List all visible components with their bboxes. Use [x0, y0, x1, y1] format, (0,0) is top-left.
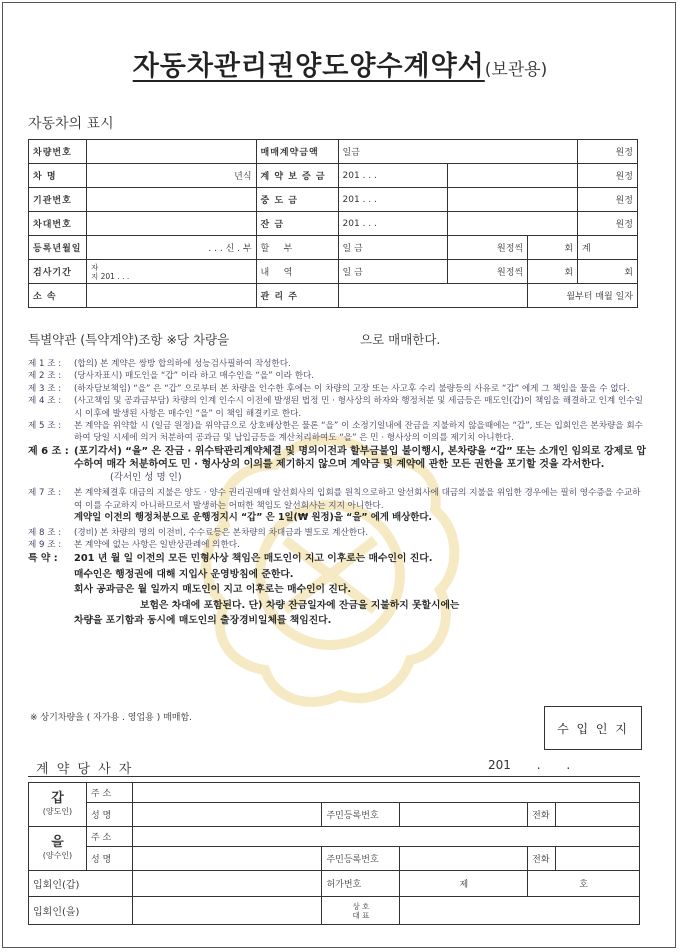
reg-date-label: 등록년월일 [29, 236, 87, 260]
buyer-name-label: 성 명 [86, 847, 132, 871]
inst2-ab: 내 역 [256, 260, 338, 284]
middle-unit: 원정 [578, 188, 638, 212]
reg-date-value: . . . 신 . 부 [86, 236, 256, 260]
buyer-addr-label: 주 소 [86, 827, 132, 847]
inst2-count: 회 [528, 260, 578, 284]
title-sub: (보관용) [484, 60, 548, 80]
buyer-tel-field[interactable] [556, 847, 640, 871]
plate-label: 차량번호 [29, 140, 87, 164]
term-2: 제 2 조 : (당사자표시) 매도인을 “갑” 이라 하고 매수인을 “을” 이라 한다. [28, 371, 315, 382]
term-7: 제 7 조 : 본 계약체결후 대금의 지불은 양도 · 양수 권리권매매 알선회사의 입회를 원칙으로하고 알선회사에 대금의 지불을 위임한 경우에는 필히 영수증을 수교하여 이를 수교하지 아니하므로서 발생하는 어떠한 책임도 알선회사는 지지 아니한다. [28, 488, 641, 511]
engine-label: 기관번호 [29, 188, 87, 212]
revenue-stamp-box: 수 입 인 지 [544, 706, 642, 750]
balance-label: 잔 금 [256, 212, 338, 236]
parties-title: 계 약 당 사 자 [36, 762, 134, 777]
permit-ho: 호 [528, 871, 640, 897]
seller-rrn-label: 주민등록번호 [322, 803, 400, 827]
inspection-value: 자 지 201 . . . [86, 260, 256, 284]
document-title [0, 44, 680, 83]
usage-note: ※ 상기차량을 ( 자가용 . 영업용 ) 매매함. [30, 713, 193, 723]
witness-seller-label: 입회인(갑) [29, 871, 133, 897]
inst2-total: 회 [578, 260, 638, 284]
inst1-count: 회 [528, 236, 578, 260]
middle-date[interactable]: 201 . . . [338, 188, 448, 212]
inst2-unit: 원정씩 [448, 260, 528, 284]
price-unit: 원정 [578, 140, 638, 164]
term-7-bold: 계약일 이전의 행정처분으로 운행정지시 “갑” 은 1일(₩ 원정)을 “을” 에게 배상한다. [74, 512, 432, 524]
inspection-label: 검사기간 [29, 260, 87, 284]
term-3: 제 3 조 : (하자담보책임) “을” 은 “갑” 으로부터 본 차량을 인수한 후에는 이 차량의 고장 또는 사고후 수리 불량등의 사유로 “갑” 에게 그 책임을 물을 수 없다. [28, 383, 630, 394]
chassis-value[interactable] [86, 212, 256, 236]
balance-unit: 원정 [578, 212, 638, 236]
special-heading-right: 으로 매매한다. [360, 332, 441, 347]
price-mid: 일금 [338, 140, 578, 164]
term-8: 제 8 조 : (경비) 본 차량의 명의 이전비, 수수료등은 본차량의 차대금과 별도로 계산한다. [28, 527, 369, 538]
seller-tel-label: 전화 [528, 803, 556, 827]
term-9: 제 9 조 : 본 계약에 없는 사항은 일반상관례에 의한다. [28, 540, 240, 551]
mgmt-label: 관 리 주 [256, 284, 338, 308]
middle-label: 중 도 금 [256, 188, 338, 212]
divider [28, 776, 640, 777]
trade-field[interactable] [400, 897, 640, 925]
inst2-mid: 일 금 [338, 260, 448, 284]
buyer-tel-label: 전화 [528, 847, 556, 871]
term-1: 제 1 조 : (합의) 본 계약은 쌍방 합의하에 성능검사필하여 작성한다. [28, 359, 291, 369]
inst1-ab: 할 부 [256, 236, 338, 260]
permit-je: 제 [400, 871, 528, 897]
buyer-name-field[interactable] [132, 847, 322, 871]
term-6-sign: (각서인 성 명 인) [110, 472, 182, 484]
special-heading-left: 특별약관 (특약계약)조항 ※당 차량을 [28, 332, 230, 347]
witness-buyer-field[interactable] [132, 897, 322, 925]
witness-buyer-label: 입회인(을) [29, 897, 133, 925]
plate-value[interactable] [86, 140, 256, 164]
deposit-date[interactable]: 201 . . . [338, 164, 448, 188]
price-label: 매매계약금액 [256, 140, 338, 164]
affiliation-value[interactable] [86, 284, 256, 308]
vehicle-section-title: 자동차의 표시 [28, 116, 114, 132]
parties-table [28, 782, 640, 925]
deposit-unit: 원정 [578, 164, 638, 188]
seller-name-label: 성 명 [86, 803, 132, 827]
deposit-label: 계 약 보 증 금 [256, 164, 338, 188]
car-name-label: 차 명 [29, 164, 87, 188]
seller-addr-field[interactable] [132, 783, 639, 803]
term-4: 제 4 조 : (사고책임 및 공과금부담) 차량의 인계 인수시 이전에 발생된 법정 민 · 형사상의 하자와 행정처분 및 세금등은 매도인(갑)이 책임을 해결하고 인계 인수일시 이후에 발생된 사항은 매수인 “을” 이 책임 해결키로 한다. [28, 396, 643, 419]
seller-cell: 갑 (양도인) [29, 783, 87, 827]
seller-name-field[interactable] [132, 803, 322, 827]
term-6: 제 6 조 : (포기각서) “을” 은 잔금 · 위수탁관리계약체결 및 명의이전과 할부금불입 불이행시, 본차량을 “갑” 또는 소개인 임의로 강제로 압수하여 매각 처분하여도 민 · 형사상의 이의를 제기하지 않으며 계약금 및 계약에 관한 모든 권한을 포기할 것을 각서한다. [28, 445, 647, 471]
seller-rrn-field[interactable] [400, 803, 528, 827]
buyer-rrn-label: 주민등록번호 [322, 847, 400, 871]
mgmt-value: 월부터 매월 일자 [528, 284, 638, 308]
trade-label: 상 호 대 표 [322, 897, 400, 925]
witness-seller-field[interactable] [132, 871, 322, 897]
inst1-unit: 원정씩 [448, 236, 528, 260]
terms-list [28, 358, 648, 629]
contract-date: 201 . . [488, 758, 571, 772]
permit-label: 허가번호 [322, 871, 400, 897]
term-5: 제 5 조 : 본 계약을 위약할 시 (일금 원정)을 위약금으로 상호배상한은 물론 “을” 이 소정기일내에 잔금을 지불하지 않을때에는 “갑”, 또는 입회인은 본차량을 회수하여 당일 시세에 의거 처분하여 공과금 및 납입금등을 계산처리하여도 “을” 은 민 · 형사상의 이의를 제기치 아니한다. [28, 421, 643, 444]
chassis-label: 차대번호 [29, 212, 87, 236]
special-clause: 특 약 : 201 년 월 일 이전의 모든 민형사상 책임은 매도인이 지고 이후로는 매수인이 진다. 매수인은 행정권에 대해 지입사 운영방침에 준한다. 회사 공과금은 월 일까지 매도인이 지고 이후로는 매수인이 진다. 보험은 차대에 포함된다. 단) 차량 잔금일자에 잔금을 지불하지 못할시에는 차량을 포기함과 동시에 매도인의 출장경비일체를 책임진다. [28, 553, 460, 627]
title-main: 자동차관리권양도양수계약서 [132, 51, 485, 82]
car-year: 년식 [86, 164, 256, 188]
affiliation-label: 소 속 [29, 284, 87, 308]
engine-value[interactable] [86, 188, 256, 212]
inst1-total: 계 [578, 236, 638, 260]
seller-addr-label: 주 소 [86, 783, 132, 803]
buyer-rrn-field[interactable] [400, 847, 528, 871]
seller-tel-field[interactable] [556, 803, 640, 827]
buyer-addr-field[interactable] [132, 827, 639, 847]
buyer-cell: 을 (양수인) [29, 827, 87, 871]
vehicle-table [28, 139, 638, 308]
inst1-mid: 일 금 [338, 236, 448, 260]
balance-date[interactable]: 201 . . . [338, 212, 448, 236]
